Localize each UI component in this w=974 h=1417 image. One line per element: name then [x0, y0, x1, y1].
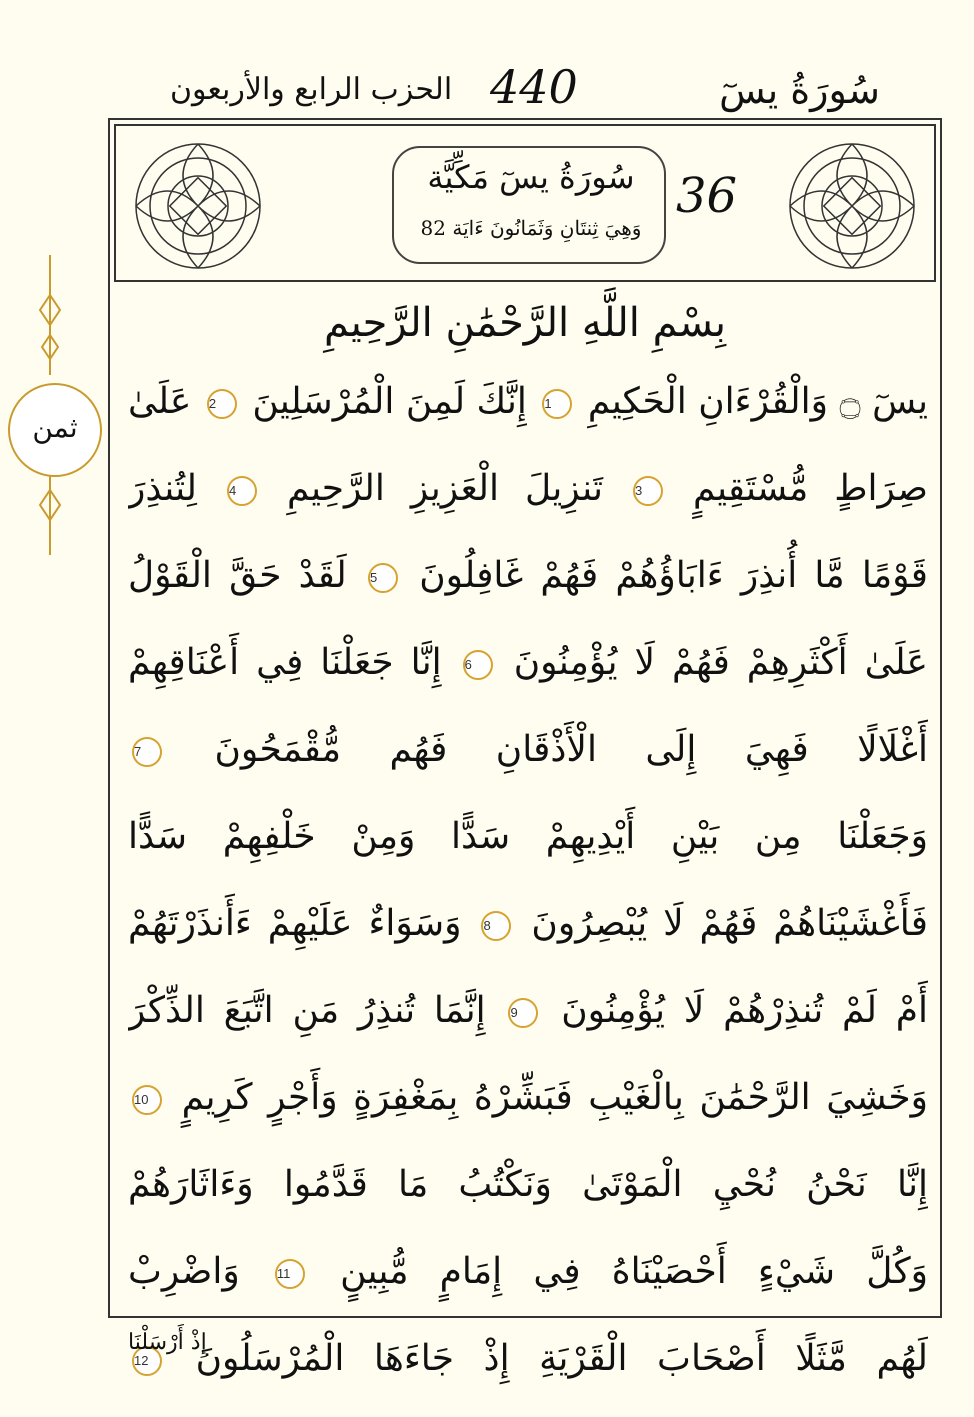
ornament-left-icon: [128, 136, 268, 276]
basmala: بِسْمِ اللَّهِ الرَّحْمَٰنِ الرَّحِيمِ: [323, 300, 727, 346]
catchword: إِذْ أَرْسَلْنَا: [128, 1330, 207, 1355]
verse-text: إِنَّكَ لَمِنَ الْمُرْسَلِينَ: [252, 381, 527, 422]
ayah-marker: 10: [132, 1085, 162, 1115]
ayah-marker: 12: [132, 1346, 162, 1376]
ayah-marker: 8: [481, 911, 511, 941]
verse-text: يسٓ ۝ وَالْقُرْءَانِ الْحَكِيمِ: [587, 381, 928, 422]
ayah-marker: 9: [508, 998, 538, 1028]
verse-line: [128, 1232, 928, 1312]
verse-text: وَجَعَلْنَا مِن بَيْنِ أَيْدِيهِمْ سَدًّا وَمِنْ خَلْفِهِمْ سَدًّا: [128, 816, 928, 857]
verse-text: وَاضْرِبْ: [128, 1251, 240, 1292]
ayah-marker: 2: [207, 389, 237, 419]
surah-title-header: سُورَةُ يسٓ: [719, 68, 880, 112]
verse-line: [128, 710, 928, 790]
verse-text: أَمْ لَمْ تُنذِرْهُمْ لَا يُؤْمِنُونَ: [561, 990, 928, 1031]
ayah-marker: 4: [227, 476, 257, 506]
verse-text: لِتُنذِرَ: [128, 468, 197, 509]
verse-text: صِرَاطٍ مُّسْتَقِيمٍ: [692, 468, 928, 509]
ornament-right-icon: [782, 136, 922, 276]
ayah-marker: 11: [275, 1259, 305, 1289]
verse-line: [128, 536, 928, 616]
verse-text: فَأَغْشَيْنَاهُمْ فَهُمْ لَا يُبْصِرُونَ: [531, 903, 928, 944]
verse-line: [128, 449, 928, 529]
verse-text: إِنَّا جَعَلْنَا فِي أَعْنَاقِهِمْ: [128, 642, 442, 683]
verse-text: لَهُم مَّثَلًا أَصْحَابَ الْقَرْيَةِ إِذْ جَاءَهَا الْمُرْسَلُونَ: [195, 1338, 928, 1379]
surah-banner: [114, 124, 936, 282]
verse-text: عَلَىٰ أَكْثَرِهِمْ فَهُمْ لَا يُؤْمِنُونَ: [513, 642, 928, 683]
verse-text: إِنَّا نَحْنُ نُحْيِ الْمَوْتَىٰ وَنَكْتُبُ مَا قَدَّمُوا وَءَاثَارَهُمْ: [128, 1164, 928, 1205]
verse-text: إِنَّمَا تُنذِرُ مَنِ اتَّبَعَ الذِّكْرَ: [128, 990, 486, 1031]
thumn-label: ثمن: [8, 383, 102, 477]
thumn-marker: [0, 255, 100, 555]
verse-line: [128, 362, 928, 442]
surah-number: 36: [676, 168, 738, 224]
verse-line: [128, 1319, 928, 1399]
verse-line: [128, 623, 928, 703]
verse-text: قَوْمًا مَّا أُنذِرَ ءَابَاؤُهُمْ فَهُمْ غَافِلُونَ: [419, 555, 928, 596]
verse-text: لَقَدْ حَقَّ الْقَوْلُ: [128, 555, 347, 596]
ayah-marker: 5: [368, 563, 398, 593]
verse-line: [128, 797, 928, 877]
hizb-label: الحزب الرابع والأربعون: [170, 72, 453, 107]
ayah-marker: 3: [633, 476, 663, 506]
verse-line: [128, 1058, 928, 1138]
page-header: [110, 60, 940, 120]
surah-verse-count: وَهِيَ ثِنتَانِ وَثَمَانُونَ ءَايَة 82: [420, 216, 642, 240]
verse-text: وَخَشِيَ الرَّحْمَٰنَ بِالْغَيْبِ فَبَشِّرْهُ بِمَغْفِرَةٍ وَأَجْرٍ كَرِيمٍ: [181, 1077, 928, 1118]
ayah-marker: 1: [542, 389, 572, 419]
ayah-marker: 7: [132, 737, 162, 767]
page-number: 440: [490, 60, 578, 114]
verse-line: [128, 971, 928, 1051]
verse-text: وَسَوَاءٌ عَلَيْهِمْ ءَأَنذَرْتَهُمْ: [128, 903, 462, 944]
verse-text: تَنزِيلَ الْعَزِيزِ الرَّحِيمِ: [286, 468, 603, 509]
ayah-marker: 6: [463, 650, 493, 680]
verse-text: وَكُلَّ شَيْءٍ أَحْصَيْنَاهُ فِي إِمَامٍ مُّبِينٍ: [340, 1251, 928, 1292]
surah-name: سُورَةُ يسٓ مَكِّيَّة: [427, 158, 635, 196]
verse-line: [128, 1145, 928, 1225]
verse-text: أَغْلَالًا فَهِيَ إِلَى الْأَذْقَانِ فَهُم مُّقْمَحُونَ: [214, 729, 928, 770]
verse-line: [128, 884, 928, 964]
verse-text: عَلَىٰ: [128, 381, 192, 422]
